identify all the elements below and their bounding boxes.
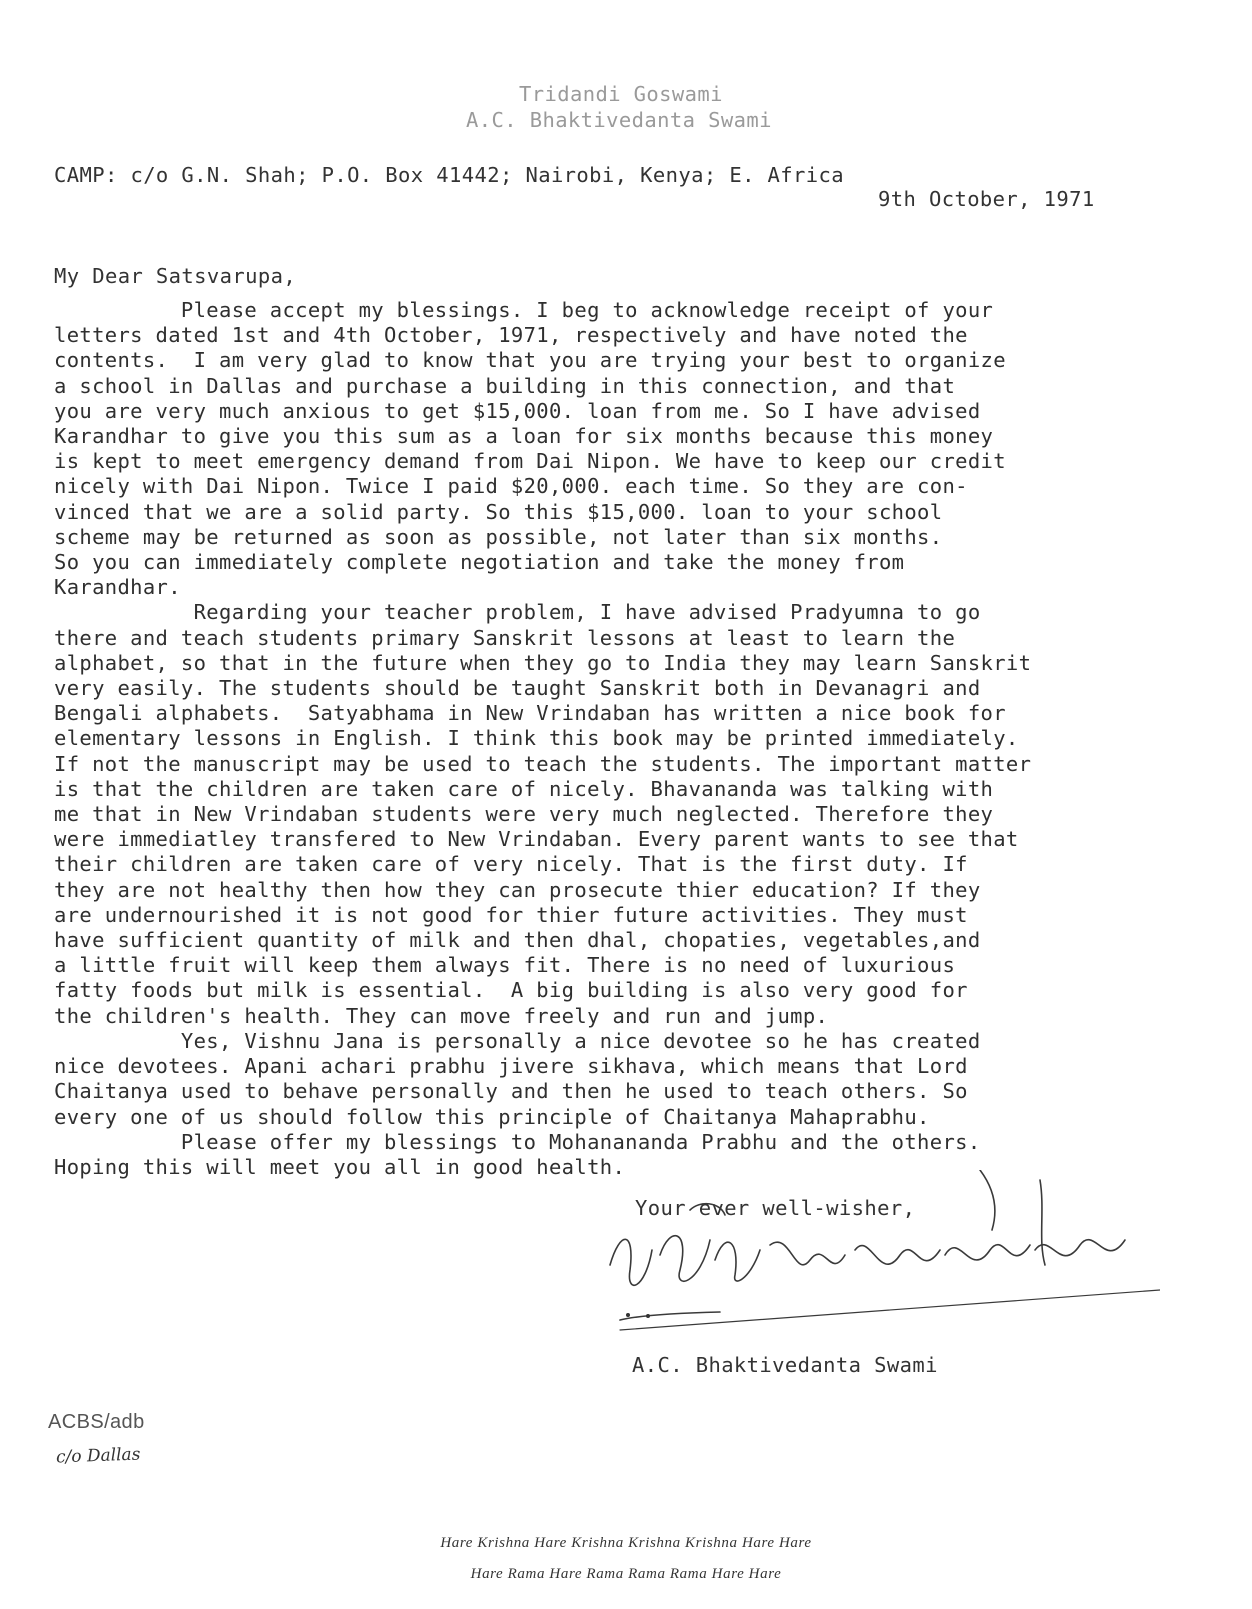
body-line: is that the children are taken care of nicely. Bhavananda was talking with: [54, 776, 994, 801]
body-line: are undernourished it is not good for thier future activities. They must: [54, 902, 968, 927]
letter-date: 9th October, 1971: [878, 187, 1095, 211]
body-line: there and teach students primary Sanskrit lessons at least to learn the: [54, 625, 956, 650]
body-line: vinced that we are a solid party. So this $15,000. loan to your school: [54, 499, 943, 524]
body-line: If not the manuscript may be used to teach the students. The important matter: [54, 751, 1032, 776]
body-line: Bengali alphabets. Satyabhama in New Vrindaban has written a nice book for: [54, 701, 1006, 726]
body-line: is kept to meet emergency demand from Dai Nipon. We have to keep our credit: [54, 449, 1006, 474]
body-line: a school in Dallas and purchase a building in this connection, and that: [54, 373, 956, 398]
footer-mantra-line1: Hare Krishna Hare Krishna Krishna Krishna Hare Hare: [440, 1535, 812, 1551]
body-line: have sufficient quantity of milk and then dhal, chopaties, vegetables,and: [54, 928, 981, 953]
body-line: Karandhar to give you this sum as a loan for six months because this money: [54, 424, 994, 449]
body-line: you are very much anxious to get $15,000. loan from me. So I have advised: [54, 398, 981, 423]
body-line: Karandhar.: [54, 575, 181, 600]
closing-line: Your ever well-wisher,: [635, 1196, 916, 1220]
camp-address: CAMP: c/o G.N. Shah; P.O. Box 41442; Nairobi, Kenya; E. Africa: [54, 163, 845, 187]
body-line: alphabet, so that in the future when they go to India they may learn Sanskrit: [54, 650, 1032, 675]
body-line: So you can immediately complete negotiation and take the money from: [54, 550, 905, 575]
body-line: nicely with Dai Nipon. Twice I paid $20,000. each time. So they are con-: [54, 474, 968, 499]
body-line: their children are taken care of very nicely. That is the first duty. If: [54, 852, 968, 877]
body-line: Regarding your teacher problem, I have advised Pradyumna to go: [54, 600, 981, 625]
letterhead-name: A.C. Bhaktivedanta Swami: [466, 108, 772, 132]
body-line: fatty foods but milk is essential. A big building is also very good for: [54, 978, 968, 1003]
body-line: a little fruit will keep them always fit. There is no need of luxurious: [54, 953, 956, 978]
body-line: the children's health. They can move freely and run and jump.: [54, 1003, 829, 1028]
footer-mantra-line2: Hare Rama Hare Rama Rama Rama Hare Hare: [470, 1566, 782, 1582]
handwritten-note: c/o Dallas: [55, 1444, 141, 1468]
body-line: nice devotees. Apani achari prabhu jivere sikhava, which means that Lord: [54, 1054, 968, 1079]
salutation: My Dear Satsvarupa,: [54, 264, 297, 288]
body-line: every one of us should follow this principle of Chaitanya Mahaprabhu.: [54, 1104, 930, 1129]
letter-body: [54, 298, 1234, 1180]
letterhead-title: Tridandi Goswami: [519, 82, 723, 106]
body-line: Please offer my blessings to Mohanananda Prabhu and the others.: [54, 1129, 981, 1154]
body-line: scheme may be returned as soon as possible, not later than six months.: [54, 524, 943, 549]
body-line: Chaitanya used to behave personally and then he used to teach others. So: [54, 1079, 968, 1104]
body-line: very easily. The students should be taught Sanskrit both in Devanagri and: [54, 676, 981, 701]
body-line: Please accept my blessings. I beg to acknowledge receipt of your: [54, 298, 994, 322]
body-line: contents. I am very glad to know that you are trying your best to organize: [54, 348, 1006, 373]
body-line: they are not healthy then how they can prosecute thier education? If they: [54, 877, 981, 902]
reference-initials: ACBS/adb: [48, 1411, 145, 1433]
body-line: were immediatley transfered to New Vrindaban. Every parent wants to see that: [54, 827, 1019, 852]
handwritten-signature: [600, 1170, 1160, 1360]
body-line: Hoping this will meet you all in good health.: [54, 1154, 626, 1179]
body-line: elementary lessons in English. I think this book may be printed immediately.: [54, 726, 1019, 751]
body-line: Yes, Vishnu Jana is personally a nice devotee so he has created: [54, 1028, 981, 1053]
signature-name: A.C. Bhaktivedanta Swami: [632, 1353, 938, 1377]
body-line: me that in New Vrindaban students were very much neglected. Therefore they: [54, 802, 994, 827]
body-line: letters dated 1st and 4th October, 1971, respectively and have noted the: [54, 323, 968, 348]
